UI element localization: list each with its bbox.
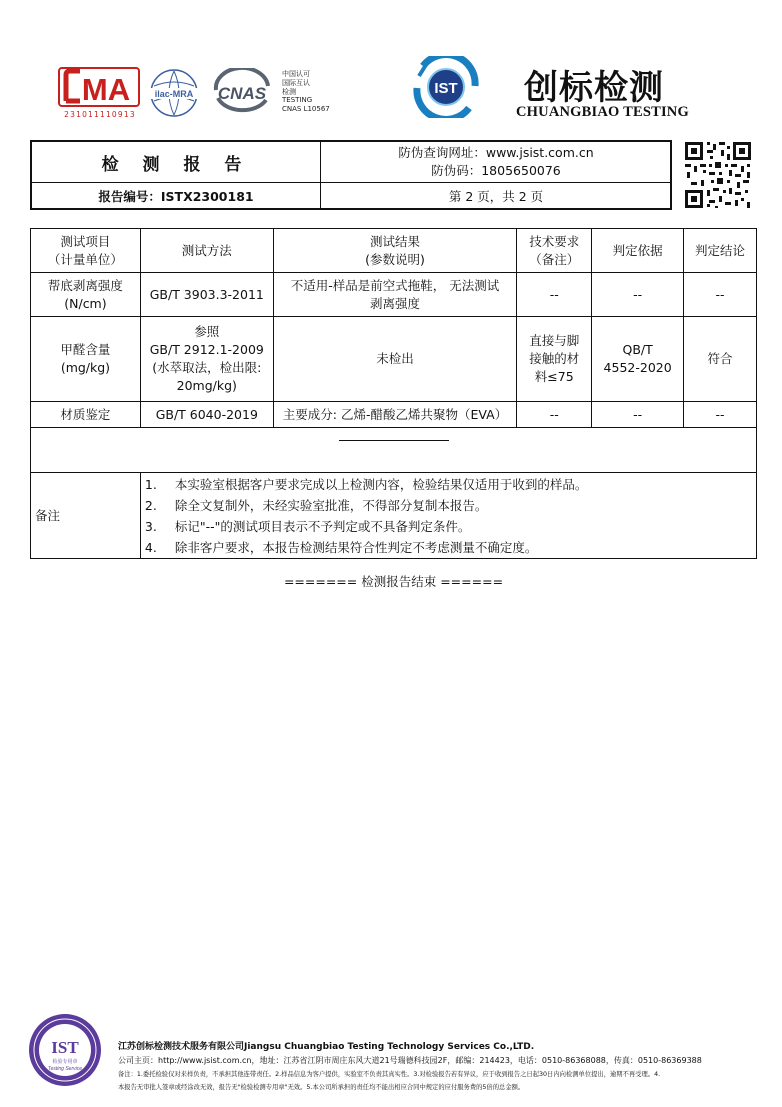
seal-text: IST <box>51 1038 79 1057</box>
cell-text: 接触的材 <box>529 351 580 366</box>
table-row <box>31 317 757 402</box>
report-title: 检 测 报 告 <box>101 154 251 175</box>
results-table <box>30 228 757 559</box>
cell-text: 甲醛含量 <box>60 342 111 357</box>
cell-text: 20mg/kg) <box>176 378 237 393</box>
cnas-logo <box>208 68 276 116</box>
ilac-mra-logo <box>146 68 202 118</box>
brand-name-cn: 创标检测 <box>524 68 664 108</box>
cell-text: 4552-2020 <box>603 360 672 375</box>
footer-company: 江苏创标检测技术服务有限公司Jiangsu Chuangbiao Testing Technology Services Co.,LTD. <box>118 1042 535 1052</box>
cell-text: (N/cm) <box>64 295 107 311</box>
cell-text: 材质鉴定 <box>60 406 111 422</box>
note-number: 1. <box>144 476 157 492</box>
inspection-seal <box>27 1012 103 1088</box>
qr-code <box>683 140 753 210</box>
cell-text: 主要成分: 乙烯-醋酸乙烯共聚物（EVA） <box>282 406 508 422</box>
note-item <box>141 516 756 537</box>
cell-text: (mg/kg) <box>60 360 111 375</box>
notes-row <box>31 473 757 559</box>
note-text: 除全文复制外，未经实验室批准，不得部分复制本报告。 <box>174 497 488 513</box>
cell-text: 剥离强度 <box>370 295 421 311</box>
cell-item <box>31 317 141 402</box>
verify-url: 防伪查询网址：www.jsist.com.cn <box>398 145 594 160</box>
seal-sub: 检验专用章 <box>52 1059 78 1065</box>
table-blank-row <box>31 428 757 473</box>
cnas-logo-text: CNAS <box>217 84 267 103</box>
header-text: 测试结果 <box>370 233 421 249</box>
header-text: （计量单位） <box>47 251 123 267</box>
cell-text: 帮底剥离强度 <box>47 277 123 293</box>
cell-text: (水萃取法，检出限: <box>152 360 262 375</box>
cell-text: 料≤75 <box>534 369 574 384</box>
header-text: （备注） <box>529 251 580 267</box>
table-row <box>31 402 757 428</box>
cell-item <box>31 402 141 428</box>
cnas-info-line: 检测 <box>282 87 296 96</box>
cell-conclusion: -- <box>684 273 757 317</box>
note-number: 2. <box>144 497 157 513</box>
cell-text: 直接与脚 <box>529 333 580 348</box>
note-number: 3. <box>144 518 157 534</box>
cell-basis <box>592 273 684 317</box>
footer-remark: 备注：1.委托检验仅对来样负责，不承担其他连带责任。2.样品信息为客户提供，实验室不负责其真实性。3.对检验报告若有异议，应于收到报告之日起30日内向检测单位提出，逾期不再受理。4. <box>118 1071 661 1078</box>
cell-text: 未检出 <box>376 351 414 366</box>
header-text: 技术要求 <box>529 233 580 249</box>
cma-logo-text: MA <box>81 72 131 107</box>
cell-text: 不适用-样品是前空式拖鞋， 无法测试 <box>290 277 500 293</box>
cell-result <box>273 402 517 428</box>
cell-conclusion: 符合 <box>684 317 757 402</box>
note-text: 标记"--"的测试项目表示不予判定或不具备判定条件。 <box>174 518 471 534</box>
cell-method <box>140 402 273 428</box>
ilac-logo-text: ilac-MRA <box>154 89 194 99</box>
table-row <box>31 273 757 317</box>
cell-result <box>273 273 517 317</box>
header-cell <box>684 229 757 273</box>
page-indicator: 第 2 页，共 2 页 <box>448 188 544 204</box>
cnas-info <box>282 70 330 114</box>
ist-logo-text: IST <box>434 80 458 97</box>
note-item <box>141 474 756 495</box>
footer-remark: 本报告无审批人签章或经涂改无效，报告无"检验检测专用章"无效。5.本公司所承担的责任均不能出相应合同中规定的应付服务费的5倍的总金额。 <box>118 1084 525 1091</box>
cell-requirement <box>517 402 592 428</box>
report-number: 报告编号：ISTX2300181 <box>98 188 254 204</box>
header-cell <box>31 229 141 273</box>
header-text: 判定依据 <box>612 242 663 258</box>
table-header-row <box>31 229 757 273</box>
cma-number: 231011110913 <box>64 110 136 119</box>
header-text: 测试方法 <box>181 242 232 258</box>
cell-text: -- <box>549 406 559 422</box>
brand-name-en: CHUANGBIAO TESTING <box>516 104 689 120</box>
cell-method <box>140 273 273 317</box>
seal-en: Testing Service <box>48 1066 82 1072</box>
cell-conclusion: -- <box>684 402 757 428</box>
header-cell <box>592 229 684 273</box>
notes-cell <box>140 473 756 559</box>
header-cell <box>273 229 517 273</box>
cell-text: 参照 <box>194 324 220 339</box>
note-item <box>141 495 756 516</box>
header-text: 测试项目 <box>60 233 111 249</box>
header-cell <box>140 229 273 273</box>
cell-text: -- <box>633 406 643 422</box>
cell-text: QB/T <box>622 342 653 357</box>
blank-cell <box>31 428 757 473</box>
cell-method <box>140 317 273 402</box>
cell-item <box>31 273 141 317</box>
report-header-box <box>30 140 672 210</box>
cell-requirement <box>517 273 592 317</box>
anti-fake-code: 防伪码：1805650076 <box>431 163 561 178</box>
header-cell <box>517 229 592 273</box>
cnas-info-line: 中国认可 <box>282 70 310 78</box>
note-text: 除非客户要求，本报告检测结果符合性判定不考虑测量不确定度。 <box>174 539 538 555</box>
cell-text: GB/T 6040-2019 <box>155 406 258 422</box>
cell-result <box>273 317 517 402</box>
report-end-marker: ======= 检测报告结束 ====== <box>283 574 504 589</box>
note-item <box>141 537 756 558</box>
footer-contact: 公司主页：http://www.jsist.com.cn，地址：江苏省江阴市周庄东风大道21号瑞德科技园2F，邮编：214423，电话：0510-86368088，传真：0510-86369388 <box>118 1056 702 1065</box>
cell-requirement <box>517 317 592 402</box>
cell-basis <box>592 402 684 428</box>
note-number: 4. <box>144 539 157 555</box>
end-divider <box>339 440 449 441</box>
cell-text: GB/T 2912.1-2009 <box>149 342 264 357</box>
cnas-info-line: CNAS L10567 <box>282 105 330 114</box>
cell-text: GB/T 3903.3-2011 <box>149 286 264 302</box>
cnas-info-line: 国际互认 <box>282 78 310 87</box>
header-text: (参数说明) <box>365 251 425 267</box>
cell-text: -- <box>633 286 643 302</box>
notes-label: 备注 <box>31 473 141 559</box>
note-text: 本实验室根据客户要求完成以上检测内容，检验结果仅适用于收到的样品。 <box>174 476 588 492</box>
cma-logo <box>58 67 140 107</box>
ist-logo <box>413 56 479 118</box>
cell-text: -- <box>549 286 559 302</box>
verify-info <box>322 144 670 180</box>
cnas-info-line: TESTING <box>282 96 313 105</box>
header-text: 判定结论 <box>695 242 746 258</box>
cell-basis <box>592 317 684 402</box>
